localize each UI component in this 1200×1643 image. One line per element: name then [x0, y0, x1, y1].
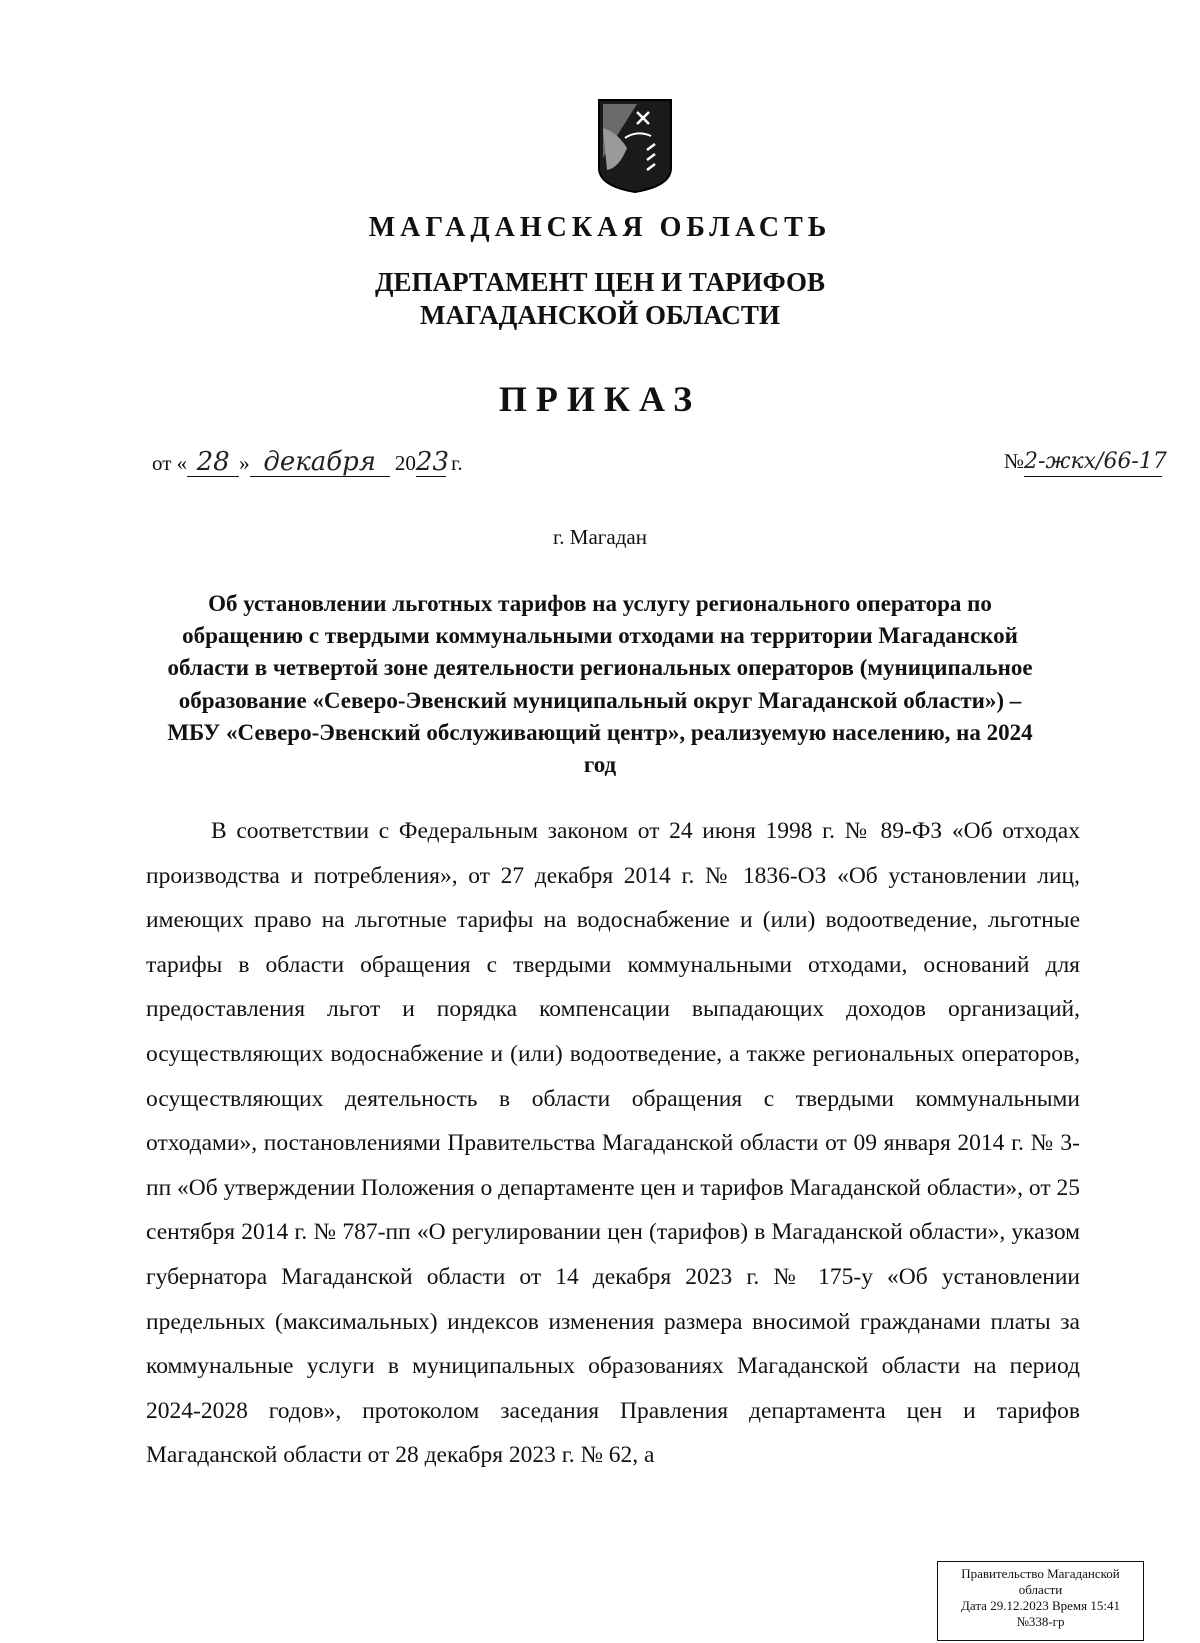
stamp-line-2: области [1018, 1582, 1063, 1597]
date-prefix: от « [152, 451, 188, 475]
date-year-unit: г. [451, 451, 463, 475]
date-day: 28 [187, 448, 239, 477]
order-number [1004, 448, 1167, 477]
department-line-1: ДЕПАРТАМЕНТ ЦЕН И ТАРИФОВ [374, 267, 826, 297]
department-line-2: МАГАДАНСКОЙ ОБЛАСТИ [420, 300, 780, 330]
number-value: 2-жкх/66-17 [1024, 448, 1162, 477]
registration-stamp [937, 1561, 1144, 1641]
stamp-line-3: Дата 29.12.2023 Время 15:41 [961, 1598, 1120, 1613]
order-date [152, 448, 463, 477]
number-prefix: № [1004, 449, 1025, 473]
date-month: декабря [250, 448, 390, 477]
stamp-line-4: №338-гр [1016, 1614, 1065, 1629]
coat-of-arms-icon [597, 98, 673, 194]
body-paragraph: В соответствии с Федеральным законом от 24 июня 1998 г. № 89-ФЗ «Об отходах производства и потребления», от 27 декабря 2014 г. № 1836-ОЗ «Об установлении лиц, имеющих право на льготные тарифы на водоснабжение и (или) водоотведение, льготные тарифы в области обращения с твердыми коммунальными отходами, оснований для предоставления льгот и порядка компенсации выпадающих доходов организаций, осуществляющих водоснабжение и (или) водоотведение, а также региональных операторов, осуществляющих деятельность в области обращения с твердыми коммунальными отходами», постановлениями Правительства Магаданской области от 09 января 2014 г. № 3-пп «Об утверждении Положения о департаменте цен и тарифов Магаданской области», от 25 сентября 2014 г. № 787-пп «О регулировании цен (тарифов) в Магаданской области», указом губернатора Магаданской области от 14 декабря 2023 г. № 175-у «Об установлении предельных (максимальных) индексов изменения размера вносимой гражданами платы за коммунальные услуги в муниципальных образованиях Магаданской области на период 2024-2028 годов», протоколом заседания Правления департамента цен и тарифов Магаданской области от 28 декабря 2023 г. № 62, а [146, 818, 1080, 1469]
date-year-prefix: 20 [394, 451, 416, 475]
order-subject: Об установлении льготных тарифов на услугу регионального оператора по обращению с твердыми коммунальными отходами на территории Магаданской области в четвертой зоне деятельности региональных операторов (муниципальное образование «Северо-Эвенский муниципальный округ Магаданской области») – МБУ «Северо-Эвенский обслуживающий центр», реализуемую населению, на 2024 год [167, 591, 1033, 778]
stamp-line-1: Правительство Магаданской [961, 1566, 1120, 1581]
document-type: ПРИКАЗ [498, 379, 702, 419]
date-year-suffix: 23 [415, 447, 449, 477]
department-title [0, 266, 1200, 332]
date-quote-close: » [239, 451, 250, 475]
region-title: МАГАДАНСКАЯ ОБЛАСТЬ [368, 212, 832, 243]
city: г. Магадан [553, 525, 647, 549]
